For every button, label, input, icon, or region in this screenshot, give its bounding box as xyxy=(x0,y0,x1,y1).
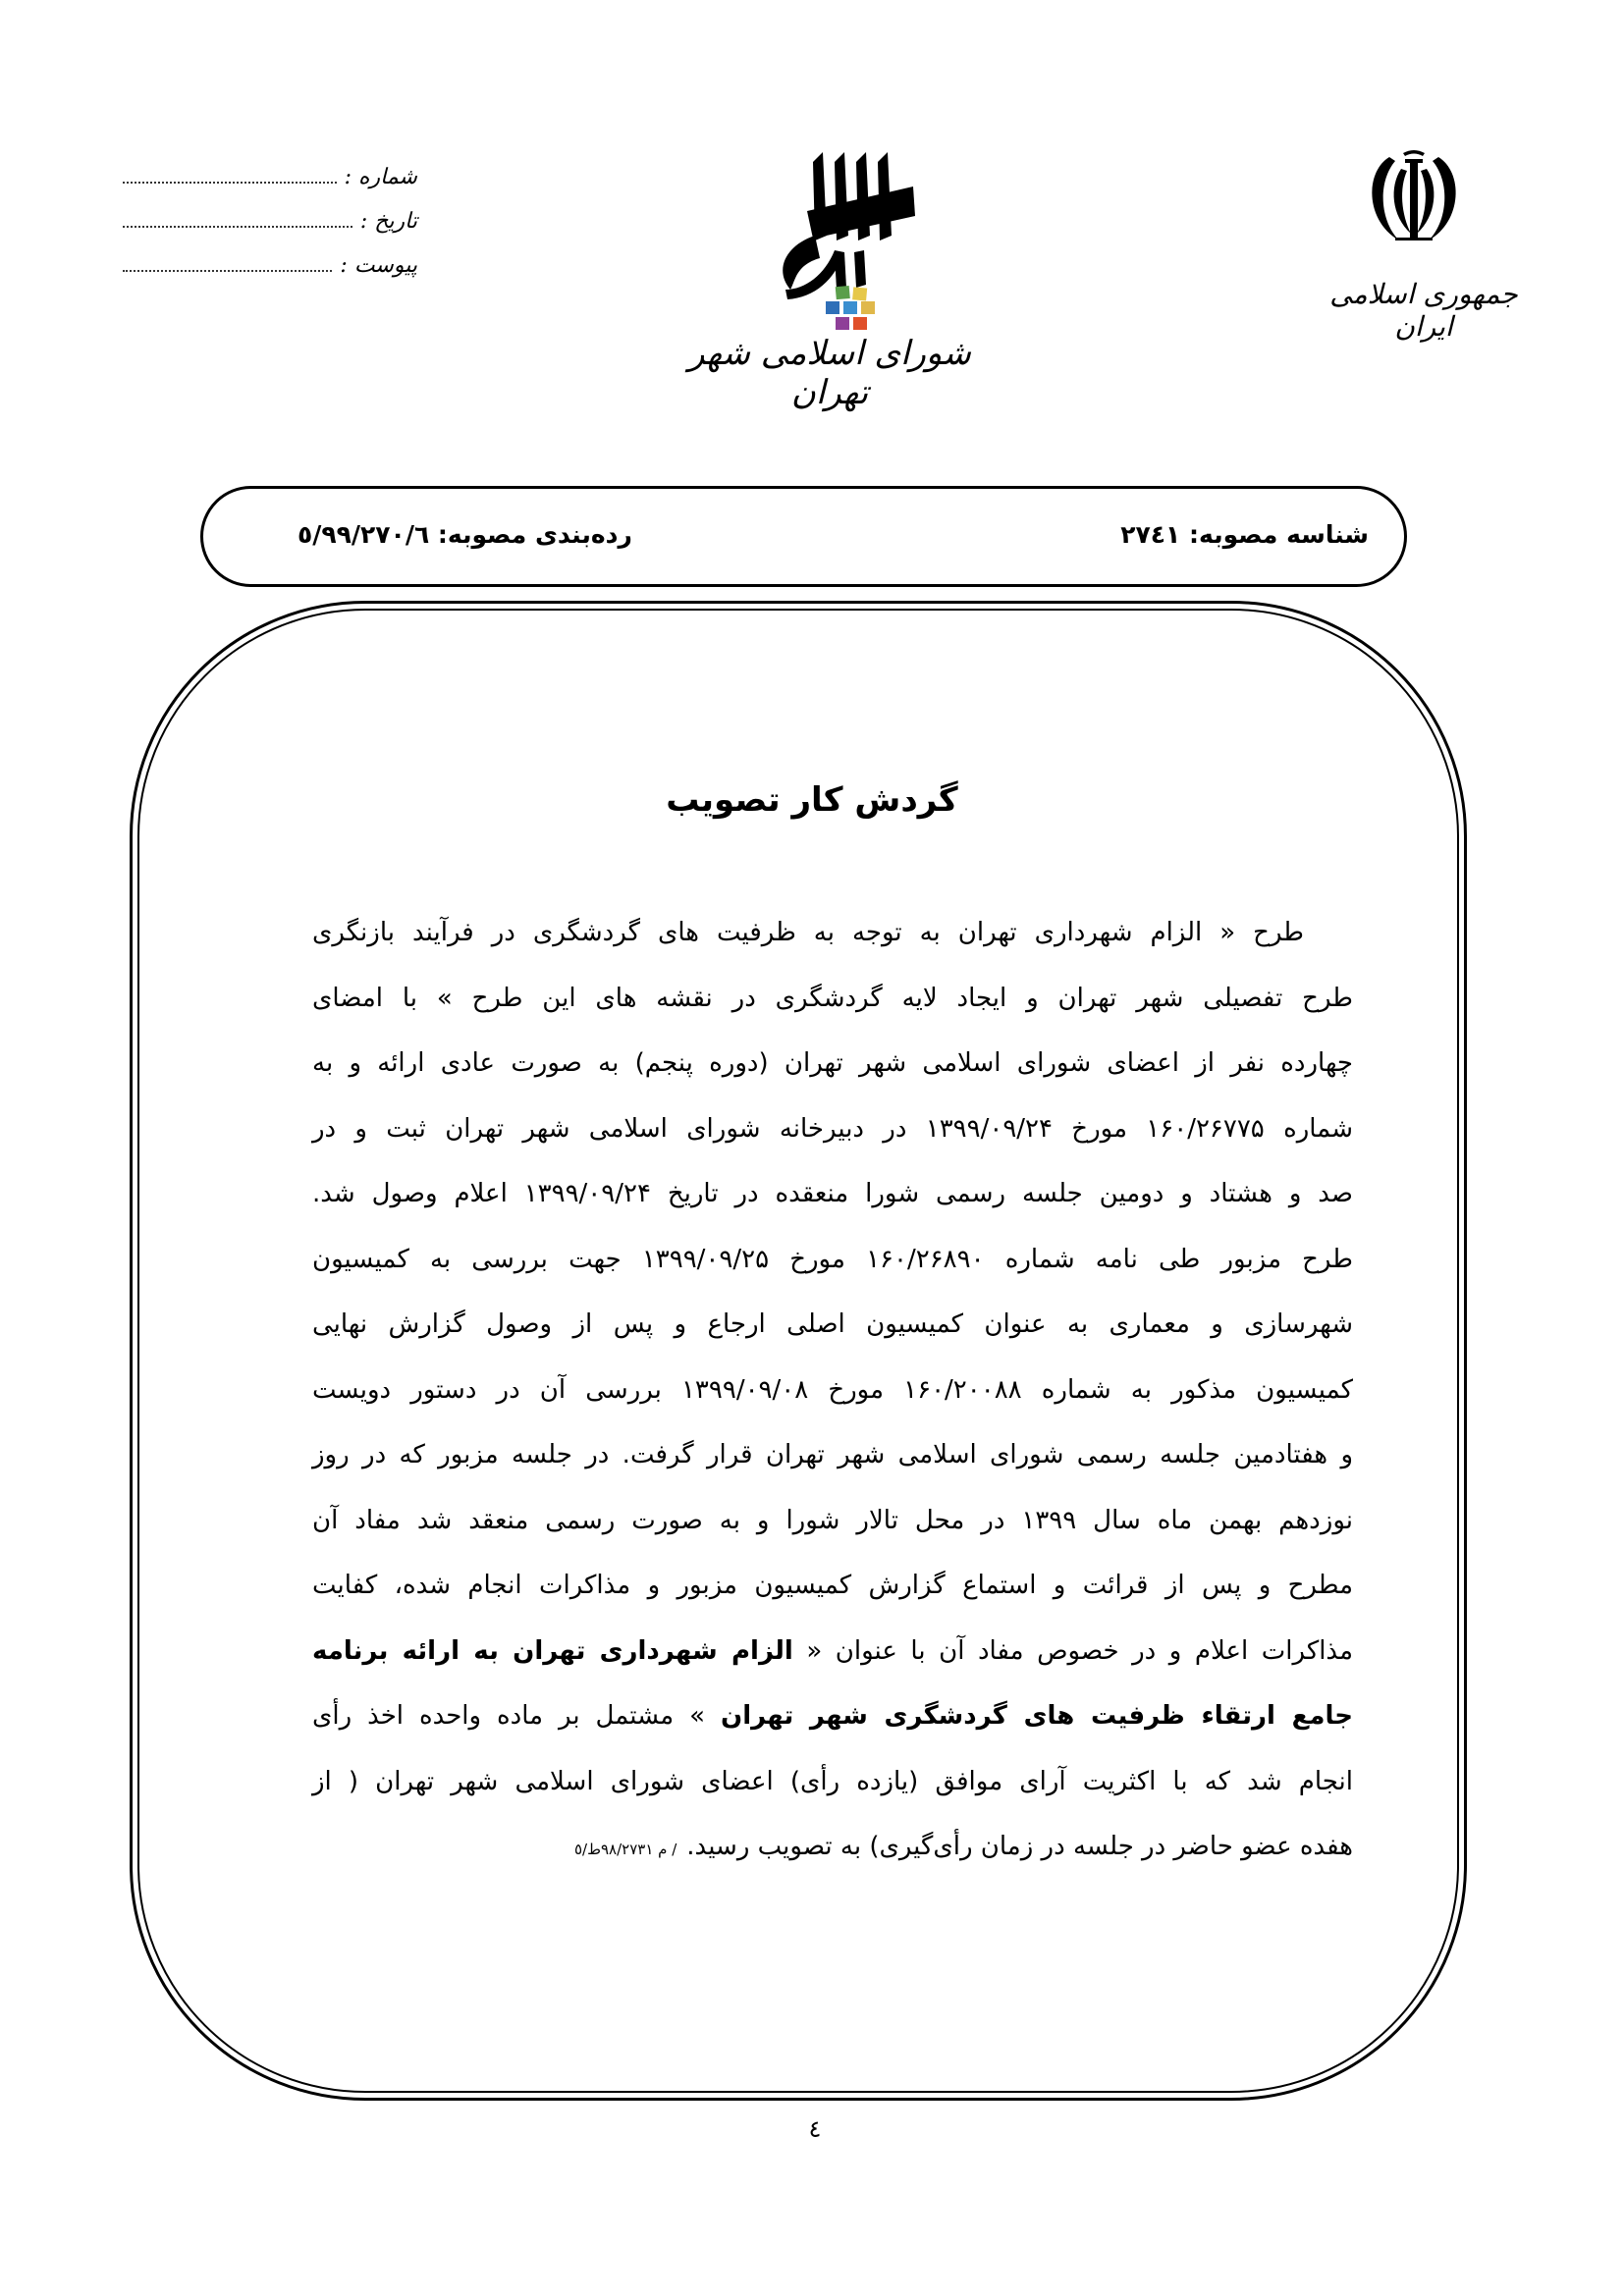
body-line: کمیسیون مذکور به شماره ۱۶۰/۲۰۰۸۸ مورخ ۱۳۹۹/۰۹/۰۸ بررسی آن در دستور دویست xyxy=(312,1374,1353,1405)
body-line: و هفتادمین جلسه رسمی شورای اسلامی شهر تهران قرار گرفت. در جلسه مزبور که در روز xyxy=(312,1440,1353,1469)
emblem-caption: جمهوری اسلامی ایران xyxy=(1329,278,1518,343)
ref-dotted-line xyxy=(123,269,332,272)
council-name: شورای اسلامی شهر تهران xyxy=(688,334,971,412)
body-line: شهرسازی و معماری به عنوان کمیسیون اصلی ارجاع و پس از وصول گزارش نهایی xyxy=(312,1309,1353,1339)
document-body xyxy=(312,900,1353,1883)
body-line: طرح « الزام شهرداری تهران به توجه به ظرفیت های گردشگری در فرآیند بازنگری xyxy=(312,918,1304,947)
body-line xyxy=(312,1814,1353,1883)
ref-label-date: تاریخ : xyxy=(359,209,417,234)
body-line: مطرح و پس از قرائت و استماع گزارش کمیسیون مزبور و مذاکرات انجام شده، کفایت xyxy=(312,1571,1353,1600)
body-line: صد و هشتاد و دومین جلسه رسمی شورا منعقده در تاریخ ۱۳۹۹/۰۹/۲۴ اعلام وصول شد. xyxy=(312,1179,1354,1208)
reference-code: / م ۹۸/۲۷۳۱ط/٥ xyxy=(573,1841,677,1858)
body-line: طرح تفصیلی شهر تهران و ایجاد لایه گردشگری در نقشه های این طرح » با امضای xyxy=(312,983,1353,1013)
body-line: چهارده نفر از اعضای شورای اسلامی شهر تهران (دوره پنجم) به صورت عادی ارائه و به xyxy=(312,1048,1353,1078)
document-title: گردش کار تصویب xyxy=(666,780,958,820)
reference-fields xyxy=(123,165,417,297)
body-text: » مشتمل بر ماده واحده اخذ رأی xyxy=(312,1701,721,1731)
ref-label-number: شماره : xyxy=(344,165,417,189)
body-line xyxy=(312,1683,1353,1749)
resolution-title-part2: جامع ارتقاء ظرفیت های گردشگری شهر تهران xyxy=(721,1701,1354,1731)
resolution-info-box xyxy=(200,486,1407,587)
body-line xyxy=(312,1619,1353,1684)
ref-dotted-line xyxy=(123,181,337,184)
body-text: هفده عضو حاضر در جلسه در زمان رأی‌گیری) به تصویب رسید. xyxy=(686,1832,1353,1861)
ref-row-attachment xyxy=(123,253,417,297)
body-line: طرح مزبور طی نامه شماره ۱۶۰/۲۶۸۹۰ مورخ ۱۳۹۹/۰۹/۲۵ جهت بررسی به کمیسیون xyxy=(312,1244,1353,1274)
iran-emblem-icon xyxy=(1360,147,1468,255)
body-line: انجام شد که با اکثریت آرای موافق (یازده رأی) اعضای شورای اسلامی شهر تهران ( از xyxy=(312,1766,1353,1796)
ref-dotted-line xyxy=(123,225,352,228)
body-line: نوزدهم بهمن ماه سال ۱۳۹۹ در محل تالار شورا و به صورت رسمی منعقد شد مفاد آن xyxy=(312,1505,1353,1535)
resolution-classification: رده‌بندی مصوبه: ٥/۹۹/۲۷۰/٦ xyxy=(298,520,632,549)
page-number: ٤ xyxy=(808,2115,822,2143)
ref-row-date xyxy=(123,209,417,253)
ref-label-attachment: پیوست : xyxy=(340,253,417,278)
ref-row-number xyxy=(123,165,417,209)
resolution-title-part1: الزام شهرداری تهران به ارائه برنامه xyxy=(312,1635,793,1666)
body-line: شماره ۱۶۰/۲۶۷۷۵ مورخ ۱۳۹۹/۰۹/۲۴ در دبیرخانه شورای اسلامی شهر تهران ثبت و در xyxy=(312,1113,1353,1144)
resolution-id: شناسه مصوبه: ۲۷٤۱ xyxy=(1120,520,1369,549)
body-text: مذاکرات اعلام و در خصوص مفاد آن با عنوان « xyxy=(792,1635,1353,1666)
